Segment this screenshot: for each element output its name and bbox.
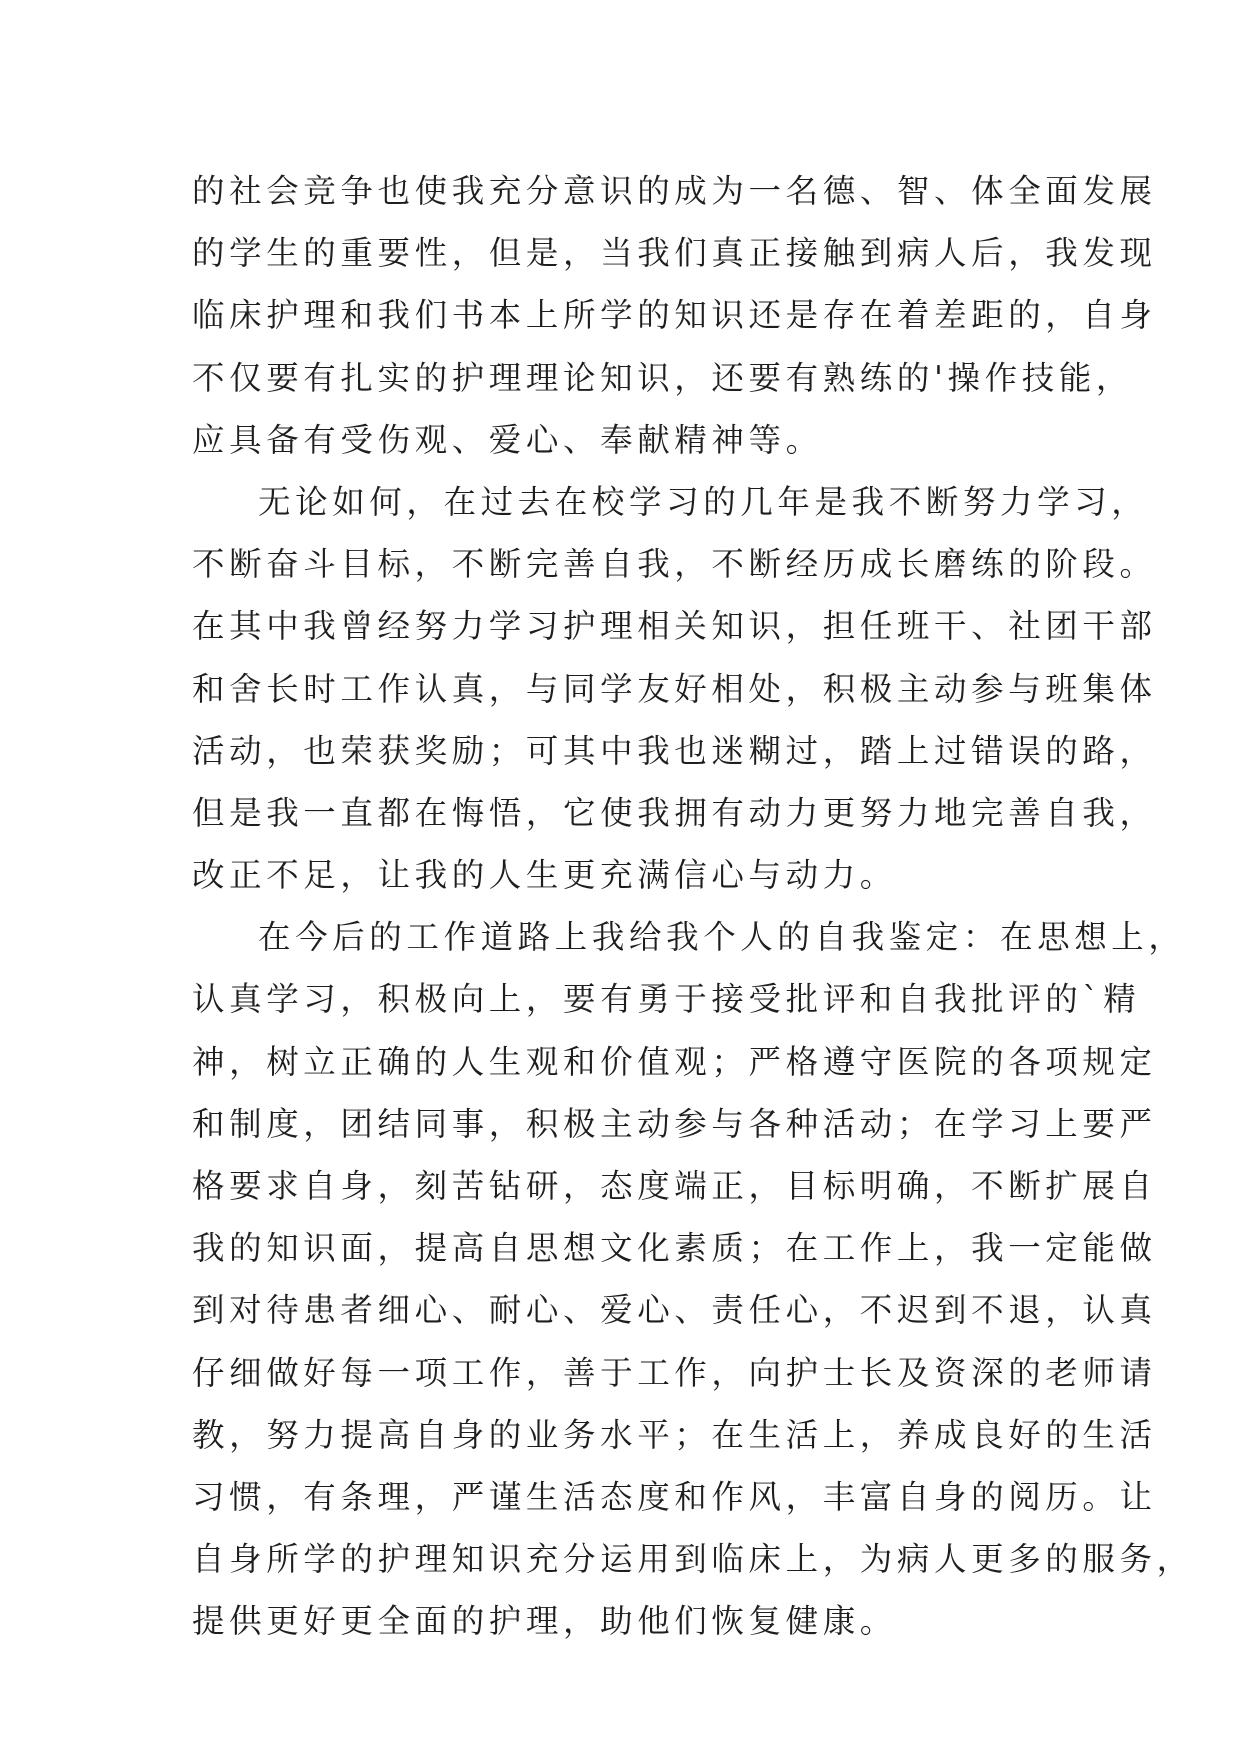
text-line: 习惯，有条理，严谨生活态度和作风，丰富自身的阅历。让 bbox=[192, 1477, 1157, 1516]
text-line: 仔细做好每一项工作，善于工作，向护士长及资深的老师请 bbox=[192, 1353, 1157, 1392]
text-line: 应具备有受伤观、爱心、奉献精神等。 bbox=[192, 420, 823, 459]
text-line: 我的知识面，提高自思想文化素质；在工作上，我一定能做 bbox=[192, 1229, 1157, 1268]
text-line: 在其中我曾经努力学习护理相关知识，担任班干、社团干部 bbox=[192, 607, 1157, 646]
text-line: 教，努力提高自身的业务水平；在生活上，养成良好的生活 bbox=[192, 1415, 1157, 1454]
text-line: 不断奋斗目标，不断完善自我，不断经历成长磨练的阶段。 bbox=[192, 545, 1157, 584]
text-line: 认真学习，积极向上，要有勇于接受批评和自我批评的`精 bbox=[192, 980, 1141, 1019]
text-line: 提供更好更全面的护理，助他们恢复健康。 bbox=[192, 1602, 897, 1641]
text-line: 自身所学的护理知识充分运用到临床上，为病人更多的服务， bbox=[192, 1540, 1194, 1579]
text-line: 无论如何，在过去在校学习的几年是我不断努力学习， bbox=[258, 482, 1149, 521]
text-line: 和制度，团结同事，积极主动参与各种活动；在学习上要严 bbox=[192, 1104, 1157, 1143]
text-line: 活动，也荣获奖励；可其中我也迷糊过，踏上过错误的路， bbox=[192, 731, 1157, 770]
text-line: 临床护理和我们书本上所学的知识还是存在着差距的，自身 bbox=[192, 296, 1157, 335]
text-line: 改正不足，让我的人生更充满信心与动力。 bbox=[192, 856, 897, 895]
paragraph bbox=[192, 471, 1157, 906]
text-line: 和舍长时工作认真，与同学友好相处，积极主动参与班集体 bbox=[192, 669, 1157, 708]
paragraph bbox=[192, 906, 1194, 1652]
text-line: 的社会竞争也使我充分意识的成为一名德、智、体全面发展 bbox=[192, 172, 1157, 210]
paragraph bbox=[192, 160, 1157, 471]
text-line: 的学生的重要性，但是，当我们真正接触到病人后，我发现 bbox=[192, 234, 1157, 273]
text-line: 格要求自身，刻苦钻研，态度端正，目标明确，不断扩展自 bbox=[192, 1167, 1157, 1205]
text-line: 神，树立正确的人生观和价值观；严格遵守医院的各项规定 bbox=[192, 1042, 1157, 1081]
text-line: 在今后的工作道路上我给我个人的自我鉴定：在思想上， bbox=[258, 918, 1186, 957]
document-body bbox=[192, 160, 1194, 1653]
text-line: 但是我一直都在悔悟，它使我拥有动力更努力地完善自我， bbox=[192, 793, 1157, 832]
text-line: 不仅要有扎实的护理理论知识，还要有熟练的'操作技能， bbox=[192, 358, 1134, 397]
text-line: 到对待患者细心、耐心、爱心、责任心，不迟到不退，认真 bbox=[192, 1291, 1157, 1330]
